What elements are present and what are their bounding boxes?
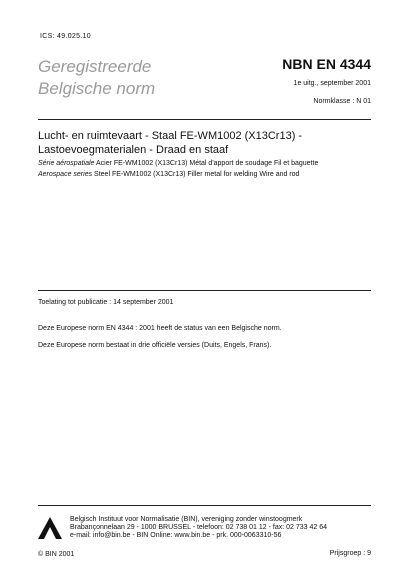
registered-title-line1: Geregistreerde [38, 57, 152, 76]
divider-top [38, 119, 371, 120]
address-line3: e-mail: info@bin.be - BIN Online: www.bin.be - prk. 000-0063310-56 [70, 532, 282, 539]
english-subtitle-text: Steel FE-WM1002 (X13Cr13) Filler metal for welding Wire and rod [94, 171, 300, 178]
copyright: © BIN 2001 [38, 551, 75, 558]
french-subtitle-text: Acier FE-WM1002 (X13Cr13) Métal d'apport de soudage Fil et baguette [96, 160, 319, 167]
edition-date: 1e uitg., september 2001 [293, 80, 371, 87]
address-line2: Brabançonnelaan 29 - 1000 BRUSSEL - telefoon: 02 738 01 12 - fax: 02 733 42 64 [70, 524, 327, 531]
english-series-label: Aerospace series [38, 171, 93, 178]
address-line1: Belgisch Instituut voor Normalisatie (BIN), vereniging zonder winstoogmerk [70, 516, 303, 523]
price-group: Prijsgroep : 9 [329, 550, 371, 557]
divider-bottom [38, 505, 371, 506]
french-subtitle [38, 160, 318, 167]
registered-title-line2: Belgische norm [38, 79, 156, 98]
document-title-line1: Lucht- en ruimtevaart - Staal FE-WM1002 (X13Cr13) - [38, 130, 303, 142]
versions-statement: Deze Europese norm bestaat in drie officiële versies (Duits, Engels, Frans). [38, 342, 272, 349]
divider-middle [38, 290, 371, 291]
english-subtitle [38, 171, 299, 178]
french-series-label: Série aérospatiale [38, 160, 95, 167]
standard-id: NBN EN 4344 [282, 56, 371, 72]
norm-class: Normklasse : N 01 [313, 98, 371, 105]
status-statement: Deze Europese norm EN 4344 : 2001 heeft de status van een Belgische norm. [38, 325, 282, 332]
bin-logo-icon [38, 515, 62, 539]
document-title-line2: Lastoevoegmaterialen - Draad en staaf [38, 144, 229, 156]
publication-approval: Toelating tot publicatie : 14 september 2001 [38, 299, 174, 306]
ics-code: ICS: 49.025.10 [40, 33, 91, 40]
